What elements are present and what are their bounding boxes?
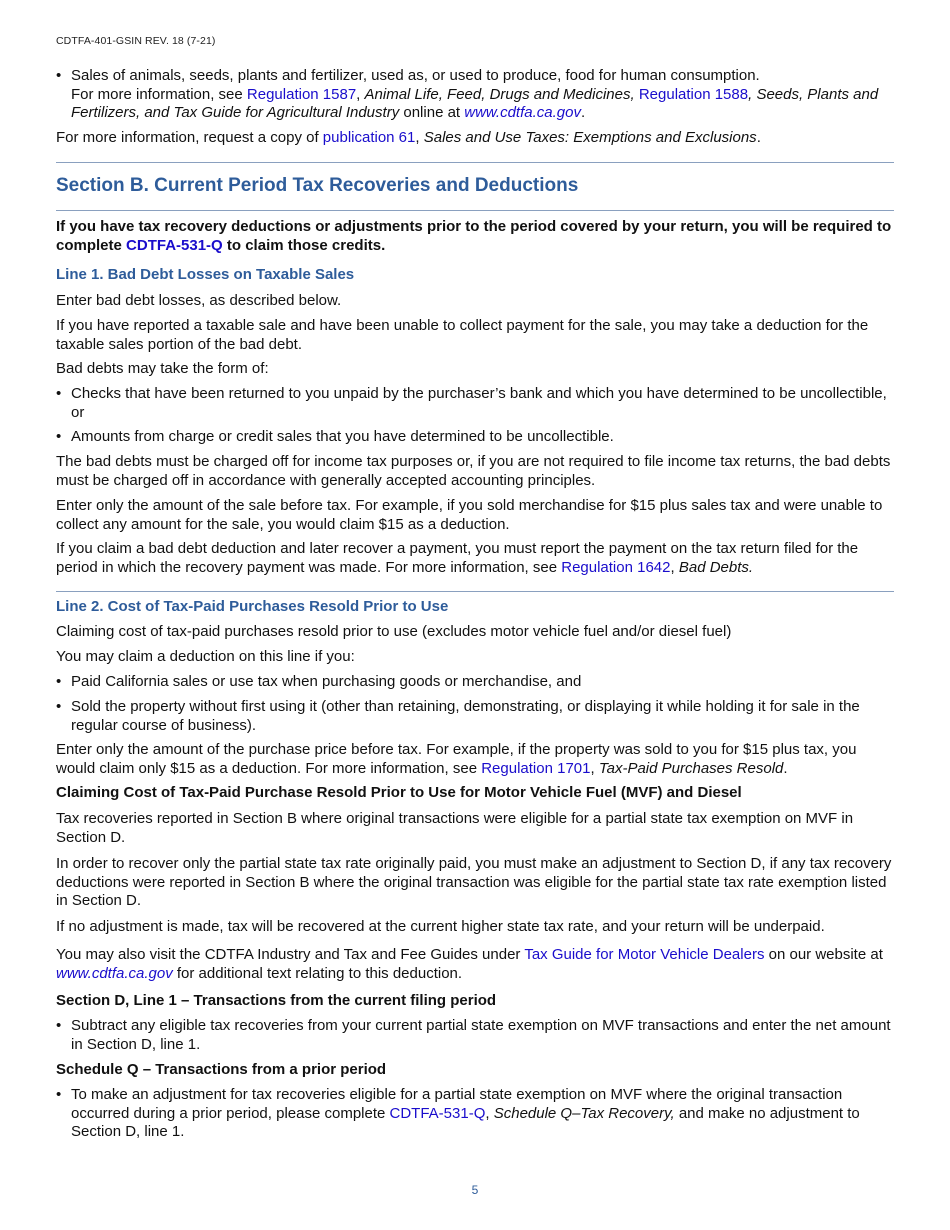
- line1-title: Line 1. Bad Debt Losses on Taxable Sales: [56, 266, 355, 283]
- line1-p1: Enter bad debt losses, as described below.: [56, 292, 342, 309]
- section-d-heading: Section D, Line 1 – Transactions from the current filing period: [56, 992, 497, 1009]
- form-id: CDTFA-401-GSIN REV. 18 (7-21): [56, 35, 216, 47]
- line1-bullet: • Amounts from charge or credit sales that you have determined to be uncollectible.: [56, 428, 614, 445]
- line1-p4: The bad debts must be charged off for income tax purposes or, if you are not required to file income tax returns, the bad debts must be charged off in accordance with generally accepted accounting principles.: [56, 453, 891, 489]
- bullet-dot: •: [56, 67, 62, 84]
- line2-p1: Claiming cost of tax-paid purchases resold prior to use (excludes motor vehicle fuel and/or diesel fuel): [56, 623, 732, 640]
- cdtfa-website-link[interactable]: www.cdtfa.ca.gov: [56, 964, 173, 982]
- line2-bullet: • Sold the property without first using it (other than retaining, demonstrating, or displaying it while holding it for sale in the regular course of business).: [56, 698, 860, 734]
- line2-bullet: • Paid California sales or use tax when purchasing goods or merchandise, and: [56, 673, 582, 690]
- divider: [56, 210, 894, 211]
- schedule-q-heading: Schedule Q – Transactions from a prior period: [56, 1061, 387, 1078]
- intro-more-info: For more information, request a copy of publication 61, Sales and Use Taxes: Exemptions and Exclusions.: [56, 129, 761, 146]
- bullet-dot: •: [56, 673, 62, 690]
- schedule-q-bullet: • To make an adjustment for tax recoveries eligible for a partial state exemption on MVF where the original transaction occurred during a prior period, please complete CDTFA-531-Q, Schedule Q–Tax Recovery, and make no adjustment to Section D, line 1.: [56, 1086, 860, 1140]
- section-b-lead: If you have tax recovery deductions or adjustments prior to the period covered by your return, you will be required to complete CDTFA-531-Q to claim those credits.: [56, 218, 892, 254]
- publication-61-link[interactable]: publication 61: [322, 129, 416, 146]
- page-number: 5: [471, 1183, 479, 1197]
- line2-p3: Enter only the amount of the purchase price before tax. For example, if the property was sold to you for $15 plus tax, you would claim only $15 as a deduction. For more information, see Regulation 1701, Tax-Paid Purchases Resold.: [56, 741, 857, 777]
- cdtfa-531-q-link[interactable]: CDTFA-531-Q: [126, 236, 223, 254]
- regulation-1588-link[interactable]: Regulation 1588: [638, 85, 749, 103]
- cdtfa-531-q-link[interactable]: CDTFA-531-Q: [389, 1104, 486, 1122]
- line2-p5: In order to recover only the partial state tax rate originally paid, you must make an adjustment to Section D, if any tax recovery deductions were reported in Section B where the original transaction was eligible for the partial state tax rate exemption listed in Section D.: [56, 855, 892, 909]
- line2-title: Line 2. Cost of Tax-Paid Purchases Resold Prior to Use: [56, 598, 449, 615]
- line2-p4: Tax recoveries reported in Section B where original transactions were eligible for a partial state tax exemption on MVF in Section D.: [56, 810, 854, 846]
- bullet-dot: •: [56, 1086, 62, 1103]
- bullet-text: Sales of animals, seeds, plants and fertilizer, used as, or used to produce, food for human consumption.: [71, 67, 760, 84]
- section-d-bullet: • Subtract any eligible tax recoveries from your current partial state exemption on MVF transactions and enter the net amount in Section D, line 1.: [56, 1017, 891, 1053]
- motor-vehicle-dealers-guide-link[interactable]: Tax Guide for Motor Vehicle Dealers: [524, 946, 765, 963]
- bullet-text: For more information, see: [71, 85, 247, 103]
- line1-bullet: • Checks that have been returned to you unpaid by the purchaser’s bank and which you have determined to be uncollectible, or: [56, 385, 887, 421]
- bullet-dot: •: [56, 698, 62, 715]
- regulation-1642-link[interactable]: Regulation 1642: [561, 558, 671, 576]
- italic-title: Seeds, Plants and Fertilizers, and Tax Guide for Agricultural Industry: [71, 85, 879, 121]
- bullet-dot: •: [56, 1017, 62, 1034]
- mvf-heading: Claiming Cost of Tax-Paid Purchase Resold Prior to Use for Motor Vehicle Fuel (MVF) and Diesel: [56, 784, 742, 801]
- regulation-1701-link[interactable]: Regulation 1701: [481, 759, 591, 777]
- bullet-dot: •: [56, 385, 62, 402]
- bullet-text: online at: [399, 104, 465, 121]
- line2-p2: You may claim a deduction on this line if you:: [56, 648, 355, 665]
- divider: [56, 591, 894, 592]
- line1-p3: Bad debts may take the form of:: [56, 360, 269, 377]
- divider: [56, 162, 894, 163]
- regulation-1587-link[interactable]: Regulation 1587: [246, 85, 357, 103]
- bullet-dot: •: [56, 428, 62, 445]
- italic-title: Animal Life, Feed, Drugs and Medicines,: [364, 85, 635, 103]
- section-b-title: Section B. Current Period Tax Recoveries and Deductions: [56, 175, 579, 196]
- line2-p7: You may also visit the CDTFA Industry and Tax and Fee Guides under Tax Guide for Motor Vehicle Dealers on our website at www.cdtfa.ca.gov for additional text relating to this deduction.: [56, 946, 883, 982]
- line1-p2: If you have reported a taxable sale and have been unable to collect payment for the sale, you may take a deduction for the taxable sales portion of the bad debt.: [56, 317, 869, 353]
- intro-bullet: • Sales of animals, seeds, plants and fertilizer, used as, or used to produce, food for human consumption. For more information, see Regulation 1587, Animal Life, Feed, Drugs and Medicines, Regulation 1588, Seeds, Plants and Fertilizers, and Tax Guide for Agricultural Industry online at www.cdtfa.ca.gov.: [56, 67, 879, 121]
- line2-p6: If no adjustment is made, tax will be recovered at the current higher state tax rate, and your return will be underpaid.: [56, 918, 825, 935]
- line1-p6: If you claim a bad debt deduction and later recover a payment, you must report the payment on the tax return filed for the period in which the recovery payment was made. For more information, see Regulation 1642, Bad Debts.: [56, 540, 859, 576]
- line1-p5: Enter only the amount of the sale before tax. For example, if you sold merchandise for $15 plus sales tax and were unable to collect any amount for the sale, you would claim $15 as a deduction.: [56, 497, 883, 533]
- cdtfa-website-link[interactable]: www.cdtfa.ca.gov: [464, 104, 581, 121]
